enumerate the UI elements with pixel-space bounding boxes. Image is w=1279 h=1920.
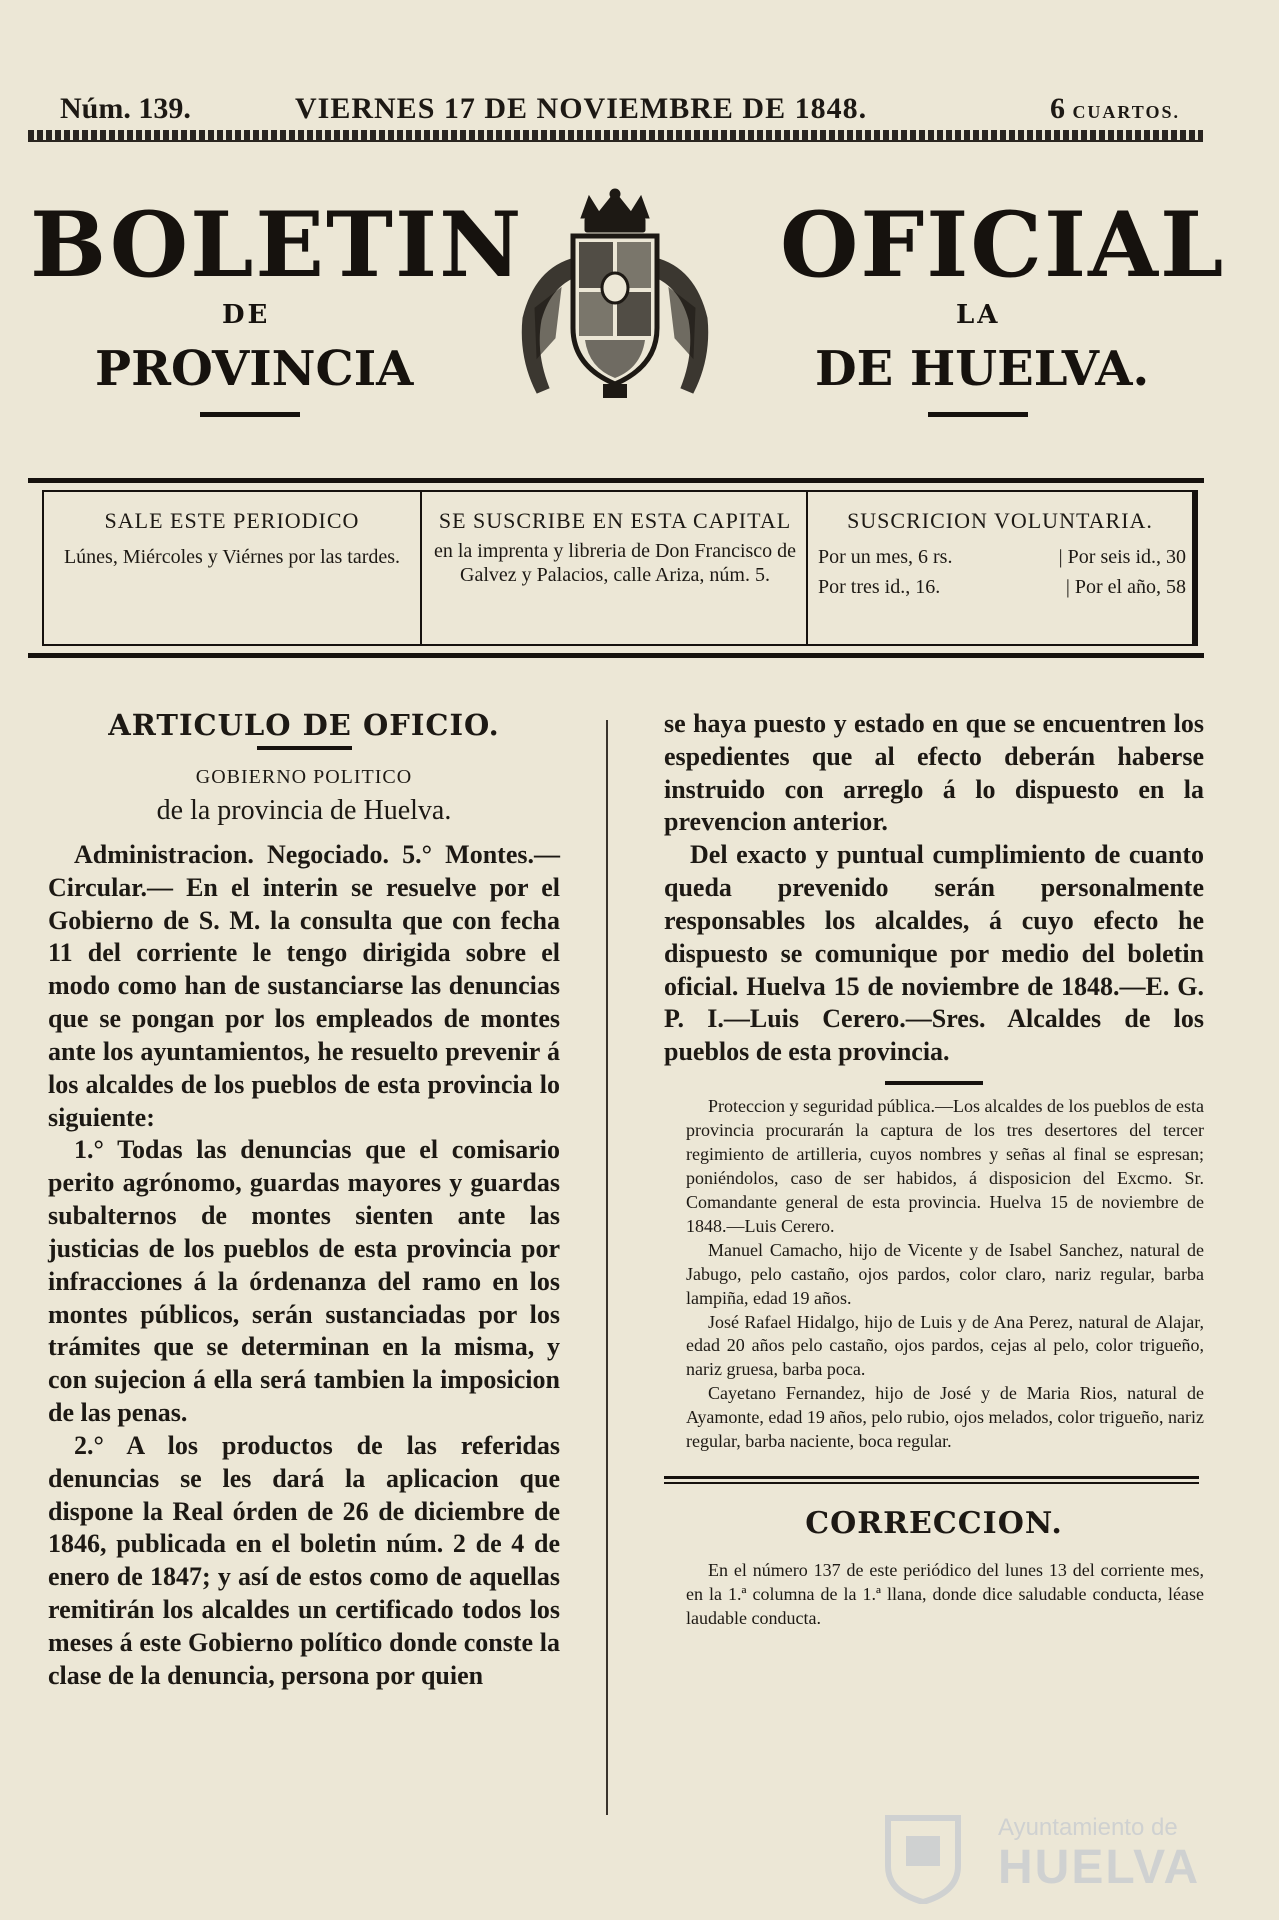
ornamental-rule — [28, 130, 1203, 140]
rate-monthly: Por un mes, 6 rs. — [818, 545, 953, 568]
article-2-paragraph: 2.° A los productos de las referidas denuncias se les dará la aplicacion que dispone la Real órden de 26 de diciembre de 1846, publicada en el boletin núm. 2 de 4 de enero de 1847; y así de estos como de aquellas remitirán los alcaldes un certificado todos los meses á este Gobierno político donde conste la clase de la denuncia, persona por quien — [48, 1430, 560, 1690]
rate-row — [808, 575, 1192, 599]
subscription-place-text: en la imprenta y libreria de Don Francisco de Galvez y Palacios, calle Ariza, núm. 5. — [433, 539, 797, 587]
left-column — [48, 708, 560, 1693]
title-rule-left — [200, 412, 300, 417]
issue-date: VIERNES 17 DE NOVIEMBRE DE 1848. — [295, 92, 868, 125]
subscription-place-column — [420, 492, 808, 644]
watermark-line-1: Ayuntamiento de — [998, 1814, 1178, 1841]
deserter-entry: Manuel Camacho, hijo de Vicente y de Isabel Sanchez, natural de Jabugo, pelo castaño, ojos pardos, color claro, nariz regular, barba lampiña, edad 19 años. — [686, 1239, 1204, 1308]
correction-heading: CORRECCION. — [805, 1506, 1063, 1542]
subscription-place-heading: SE SUSCRIBE EN ESTA CAPITAL — [438, 508, 792, 533]
article-heading: ARTICULO DE OFICIO. — [108, 708, 500, 742]
subscription-info-box — [28, 478, 1204, 658]
title-provincia: PROVINCIA — [95, 341, 414, 397]
masthead-line — [60, 92, 1180, 126]
title-rule-right — [928, 412, 1028, 417]
deserters-notice — [664, 1095, 1204, 1454]
subscription-rates-column — [806, 492, 1192, 644]
subscription-rates-heading: SUSCRICION VOLUNTARIA. — [847, 508, 1153, 533]
article-1-paragraph: 1.° Todas las denuncias que el comisario perito agrónomo, guardas mayores y guardas subalternos de montes sienten ante las justicias de los pueblos de esta provincia por infracciones á la órdenanza del ramo en los montes públicos, serán sustanciadas por los trámites que se determinan en la misma, y con sujecion á ella será tambien la imposicion de las penas. — [48, 1135, 560, 1428]
government-subheading: de la provincia de Huelva. — [156, 795, 452, 826]
government-heading: GOBIERNO POLITICO — [195, 766, 413, 788]
publication-days-text: Lúnes, Miércoles y Viérnes por las tardes. — [63, 545, 401, 568]
section-rule — [885, 1081, 983, 1085]
price-unit: CUARTOS. — [1072, 102, 1180, 122]
right-column — [664, 708, 1204, 1631]
archive-watermark — [868, 1808, 1208, 1908]
rate-row — [808, 545, 1192, 569]
double-rule — [664, 1476, 1199, 1484]
correction-notice — [664, 1559, 1204, 1631]
deserter-entry: José Rafael Hidalgo, hijo de Luis y de Ana Perez, natural de Alajar, edad 20 años pelo castaño, ojos pardos, cejas al pelo, color trigueño, nariz gruesa, barba poca. — [686, 1311, 1204, 1380]
publication-days-column — [44, 492, 420, 644]
city-shield-icon — [878, 1808, 968, 1904]
publication-days-heading: SALE ESTE PERIODICO — [104, 508, 360, 533]
rate-yearly: | Por el año, 58 — [1065, 576, 1186, 599]
issue-price — [1050, 92, 1180, 126]
circular-paragraph: Administracion. Negociado. 5.° Montes.—Circular.— En el interin se resuelve por el Gobierno de S. M. la consulta que con fecha 11 del corriente le tengo dirigida sobre el modo como han de sustanciarse las denuncias que se pongan por los empleados de montes ante los ayuntamientos, he resuelto prevenir á los alcaldes de los pueblos de esta provincia lo siguiente: — [48, 840, 560, 1132]
price-value: 6 — [1049, 92, 1065, 125]
title-oficial: OFICIAL — [780, 192, 1226, 298]
title-de: DE — [222, 300, 271, 330]
coat-of-arms-icon — [515, 188, 715, 408]
correction-text: En el número 137 de este periódico del lunes 13 del corriente mes, en la 1.ª columna de la 1.ª llana, donde dice saludable conducta, léase laudable conducta. — [686, 1560, 1204, 1629]
title-boletin: BOLETIN — [30, 192, 524, 298]
issue-number: Núm. 139. — [60, 92, 191, 125]
title-la: LA — [956, 300, 1001, 330]
deserter-entry: Cayetano Fernandez, hijo de José y de Maria Rios, natural de Ayamonte, edad 19 años, pelo rubio, ojos melados, color trigueño, nariz regular, barba naciente, boca regular. — [686, 1383, 1204, 1452]
closing-paragraph: Del exacto y puntual cumplimiento de cuanto queda prevenido serán personalmente responsables los alcaldes, á cuyo efecto he dispuesto se comunique por medio del boletin oficial. Huelva 15 de noviembre de 1848.—E. G. P. I.—Luis Cerero.—Sres. Alcaldes de los pueblos de esta provincia. — [664, 840, 1204, 1067]
column-divider — [606, 720, 608, 1815]
rate-six-months: | Por seis id., 30 — [1058, 545, 1186, 568]
continuation-paragraph: se haya puesto y estado en que se encuentren los espedientes que al efecto deberán haberse instruido con arreglo á lo dispuesto en la prevencion anterior. — [664, 709, 1204, 837]
ornamental-rule-line — [28, 140, 1203, 142]
rate-three-months: Por tres id., 16. — [818, 576, 941, 599]
heading-rule — [257, 746, 352, 750]
notice-intro: Proteccion y seguridad pública.—Los alcaldes de los pueblos de esta provincia procurarán la captura de los tres desertores del tercer regimiento de artilleria, cuyos nombres y señas al final se espresan; poniéndolos, caso de ser habidos, á disposicion del Excmo. Sr. Comandante general de esta provincia. Huelva 15 de noviembre de 1848.—Luis Cerero. — [686, 1096, 1204, 1236]
watermark-line-2: HUELVA — [998, 1841, 1201, 1894]
title-de-huelva: DE HUELVA. — [815, 341, 1150, 397]
